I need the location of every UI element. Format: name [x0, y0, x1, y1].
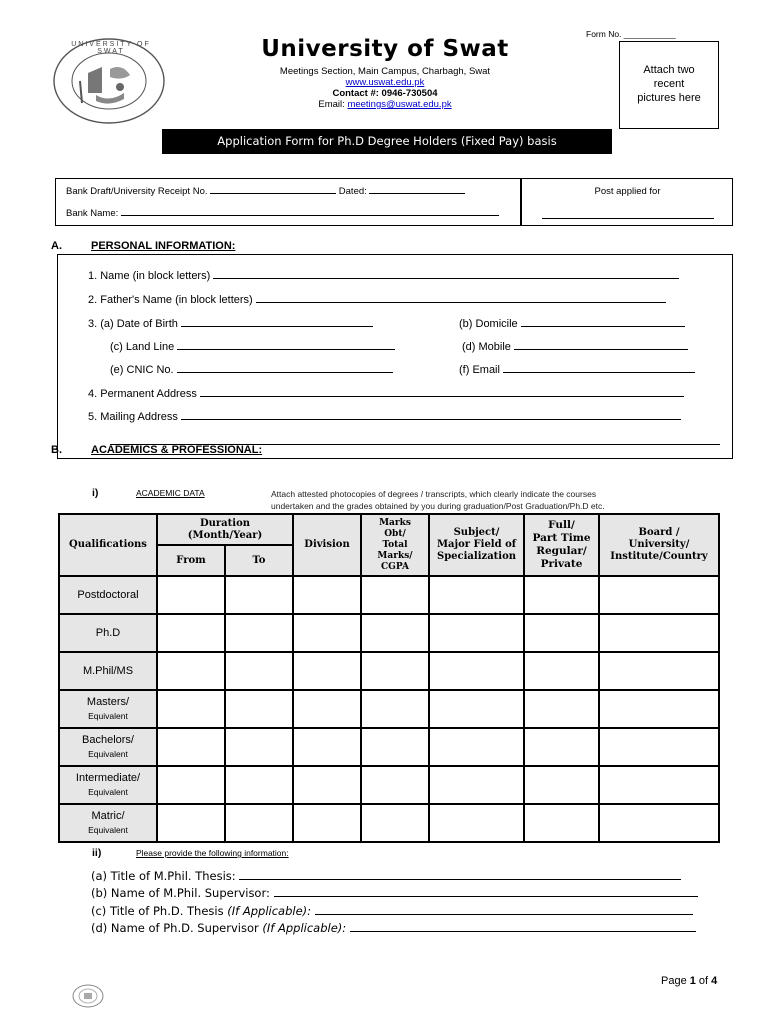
land-line-label: (c) Land Line	[110, 341, 175, 353]
cell-to[interactable]	[225, 614, 293, 652]
table-row	[59, 766, 719, 804]
table-row	[59, 804, 719, 842]
receipt-field	[66, 186, 465, 197]
section-a-title: PERSONAL INFORMATION:	[91, 240, 236, 252]
header-marks-line: Marks	[379, 517, 411, 528]
cell-board[interactable]	[599, 766, 719, 804]
cell-board[interactable]	[599, 804, 719, 842]
subsection-ii: ii)	[92, 847, 102, 859]
email-field-label: (f) Email	[459, 364, 500, 376]
field-father-name	[88, 294, 666, 306]
cell-full-part-time[interactable]	[524, 652, 599, 690]
name-label: 1. Name (in block letters)	[88, 270, 211, 282]
website-link[interactable]: www.uswat.edu.pk	[345, 77, 425, 88]
cell-to[interactable]	[225, 766, 293, 804]
email-label: Email:	[318, 99, 348, 110]
field-land-line	[110, 341, 395, 353]
header-marks-line: Marks/	[377, 550, 413, 561]
father-name-label: 2. Father's Name (in block letters)	[88, 294, 253, 306]
cell-board[interactable]	[599, 614, 719, 652]
header-marks-line: CGPA	[381, 561, 409, 572]
header-marks-line: Total	[382, 539, 408, 550]
photo-line-2: recent	[653, 78, 685, 90]
mobile-input[interactable]	[514, 348, 688, 350]
table-row	[59, 690, 719, 728]
mphil-supervisor-label: (b) Name of M.Phil. Supervisor:	[91, 886, 270, 900]
land-line-input[interactable]	[177, 348, 395, 350]
table-row	[59, 652, 719, 690]
section-a-letter: A.	[51, 240, 62, 252]
header-subject-line: Specialization	[436, 551, 517, 562]
cell-marks[interactable]	[361, 576, 429, 614]
personal-info-box	[57, 254, 733, 459]
header-full-line: Part Time	[532, 532, 591, 544]
email-link[interactable]: meetings@uswat.edu.pk	[347, 99, 452, 110]
mphil-supervisor-field	[91, 886, 698, 900]
cell-from[interactable]	[157, 804, 225, 842]
mphil-thesis-label: (a) Title of M.Phil. Thesis:	[91, 869, 236, 883]
cell-to[interactable]	[225, 728, 293, 766]
mailing-address-input[interactable]	[181, 418, 681, 420]
header-duration-line-1: Duration	[199, 517, 251, 529]
cell-board[interactable]	[599, 652, 719, 690]
field-cnic	[110, 364, 393, 376]
cell-division[interactable]	[293, 690, 361, 728]
form-number: Form No. ___________	[586, 29, 676, 39]
header-subject	[429, 514, 524, 576]
cell-full-part-time[interactable]	[524, 576, 599, 614]
header-full-part-time	[524, 514, 599, 576]
cell-subject[interactable]	[429, 614, 524, 652]
row-qualification-label	[59, 804, 157, 842]
university-title: University of Swat	[261, 36, 509, 62]
header-full-line: Regular/	[536, 545, 587, 557]
bank-name-label: Bank Name:	[66, 208, 119, 219]
cell-subject[interactable]	[429, 690, 524, 728]
cell-subject[interactable]	[429, 576, 524, 614]
footer-seal-icon	[72, 984, 104, 1008]
cell-full-part-time[interactable]	[524, 614, 599, 652]
row-qualification-label	[59, 690, 157, 728]
cnic-label: (e) CNIC No.	[110, 364, 174, 376]
phd-thesis-if-applicable: (If Applicable):	[227, 904, 312, 918]
field-email	[459, 364, 695, 376]
photo-box	[619, 41, 719, 129]
table-row	[59, 614, 719, 652]
form-title-banner: Application Form for Ph.D Degree Holders (Fixed Pay) basis	[162, 129, 612, 154]
permanent-address-label: 4. Permanent Address	[88, 388, 197, 400]
phd-thesis-field	[91, 904, 693, 918]
cell-subject[interactable]	[429, 804, 524, 842]
name-input[interactable]	[213, 277, 679, 279]
header-board-line: Institute/Country	[610, 551, 708, 562]
cell-from[interactable]	[157, 690, 225, 728]
qualification-name: Masters/	[86, 696, 130, 708]
cell-subject[interactable]	[429, 728, 524, 766]
cell-division[interactable]	[293, 652, 361, 690]
cell-marks[interactable]	[361, 804, 429, 842]
header-from: From	[157, 545, 225, 576]
qualification-name: Bachelors/	[82, 734, 134, 746]
cell-to[interactable]	[225, 652, 293, 690]
cell-subject[interactable]	[429, 652, 524, 690]
row-qualification-label	[59, 614, 157, 652]
cell-marks[interactable]	[361, 614, 429, 652]
receipt-label: Bank Draft/University Receipt No.	[66, 186, 208, 197]
dated-label: Dated:	[338, 186, 367, 197]
mphil-supervisor-input[interactable]	[274, 895, 698, 897]
qualification-name: Ph.D	[95, 627, 121, 639]
page-total: 4	[711, 975, 718, 987]
cell-division[interactable]	[293, 804, 361, 842]
academic-data-label: ACADEMIC DATA	[136, 488, 205, 498]
qualification-name: Postdoctoral	[77, 589, 139, 601]
qualification-equivalent: Equivalent	[88, 711, 128, 721]
row-qualification-label	[59, 728, 157, 766]
qualification-equivalent: Equivalent	[88, 749, 128, 759]
attach-note-line-1: Attach attested photocopies of degrees / transcripts, which clearly indicate the courses	[271, 489, 597, 499]
page-of: of	[695, 975, 712, 987]
header-duration	[157, 514, 293, 545]
photo-line-3: pictures here	[637, 92, 701, 104]
row-qualification-label	[59, 652, 157, 690]
header-board-line: University/	[628, 539, 690, 550]
father-name-input[interactable]	[256, 301, 666, 303]
header-qualifications: Qualifications	[59, 514, 157, 576]
attach-note	[271, 488, 605, 512]
receipt-input[interactable]	[210, 192, 336, 194]
domicile-input[interactable]	[521, 325, 685, 327]
table-row	[59, 728, 719, 766]
bank-name-input[interactable]	[121, 214, 499, 216]
contact-number: Contact #: 0946-730504	[332, 88, 438, 99]
field-date-of-birth	[88, 318, 373, 330]
cell-marks[interactable]	[361, 652, 429, 690]
academic-data-table	[58, 513, 720, 843]
cell-to[interactable]	[225, 690, 293, 728]
mailing-address-label: 5. Mailing Address	[88, 411, 178, 423]
phd-supervisor-field	[91, 921, 696, 935]
phd-thesis-input[interactable]	[315, 913, 693, 915]
header-division: Division	[293, 514, 361, 576]
provide-info-label: Please provide the following information:	[136, 848, 289, 858]
dob-input[interactable]	[181, 325, 373, 327]
cell-subject[interactable]	[429, 766, 524, 804]
cell-from[interactable]	[157, 652, 225, 690]
cell-board[interactable]	[599, 576, 719, 614]
cell-division[interactable]	[293, 576, 361, 614]
qualification-name: Matric/	[91, 810, 125, 822]
cell-board[interactable]	[599, 728, 719, 766]
cell-to[interactable]	[225, 576, 293, 614]
row-qualification-label	[59, 576, 157, 614]
header-full-line: Private	[540, 558, 583, 570]
phd-supervisor-if-applicable: (If Applicable):	[262, 921, 347, 935]
logo-lettering: UNIVERSITY OF SWAT	[71, 41, 151, 55]
phd-supervisor-input[interactable]	[350, 930, 696, 932]
header-to: To	[225, 545, 293, 576]
phd-supervisor-label: (d) Name of Ph.D. Supervisor	[91, 921, 263, 935]
header-full-line: Full/	[548, 519, 575, 531]
post-applied-input[interactable]	[542, 217, 714, 219]
cell-division[interactable]	[293, 614, 361, 652]
cell-division[interactable]	[293, 766, 361, 804]
page-current: 1	[689, 975, 696, 987]
cell-from[interactable]	[157, 728, 225, 766]
attach-note-line-2: undertaken and the grades obtained by you during graduation/Post Graduation/Ph.D etc.	[271, 501, 605, 511]
subsection-i: i)	[92, 487, 99, 499]
header-marks	[361, 514, 429, 576]
cell-board[interactable]	[599, 690, 719, 728]
cell-full-part-time[interactable]	[524, 728, 599, 766]
qualification-name: Intermediate/	[75, 772, 141, 784]
cnic-input[interactable]	[177, 371, 393, 373]
field-mobile	[462, 341, 688, 353]
qualification-equivalent: Equivalent	[88, 787, 128, 797]
page-number	[661, 975, 717, 987]
qualification-name: M.Phil/MS	[82, 665, 134, 677]
section-b-title: ACADEMICS & PROFESSIONAL:	[91, 444, 263, 456]
photo-line-1: Attach two	[643, 64, 695, 76]
header-subject-line: Subject/	[453, 527, 500, 538]
cell-full-part-time[interactable]	[524, 690, 599, 728]
meetings-section-address: Meetings Section, Main Campus, Charbagh, Swat	[279, 66, 491, 77]
mobile-label: (d) Mobile	[462, 341, 511, 353]
cell-from[interactable]	[157, 766, 225, 804]
mphil-thesis-field	[91, 869, 681, 883]
dated-input[interactable]	[369, 192, 465, 194]
field-domicile	[459, 318, 685, 330]
mphil-thesis-input[interactable]	[239, 878, 681, 880]
header-board-line: Board /	[638, 527, 680, 538]
header-board	[599, 514, 719, 576]
cell-full-part-time[interactable]	[524, 804, 599, 842]
cell-from[interactable]	[157, 576, 225, 614]
page-prefix: Page	[661, 975, 690, 987]
domicile-label: (b) Domicile	[459, 318, 518, 330]
email-input[interactable]	[503, 371, 695, 373]
field-name	[88, 270, 679, 282]
row-qualification-label	[59, 766, 157, 804]
post-applied-label: Post applied for	[594, 186, 661, 197]
field-permanent-address	[88, 388, 684, 400]
header-marks-line: Obt/	[384, 528, 406, 539]
field-mailing-address	[88, 411, 681, 423]
cell-to[interactable]	[225, 804, 293, 842]
cell-marks[interactable]	[361, 728, 429, 766]
dob-label: 3. (a) Date of Birth	[88, 318, 178, 330]
bank-name-field	[66, 208, 499, 219]
cell-marks[interactable]	[361, 690, 429, 728]
cell-from[interactable]	[157, 614, 225, 652]
header-duration-line-2: (Month/Year)	[187, 529, 263, 541]
qualification-equivalent: Equivalent	[88, 825, 128, 835]
cell-marks[interactable]	[361, 766, 429, 804]
cell-full-part-time[interactable]	[524, 766, 599, 804]
section-b-letter: B.	[51, 444, 62, 456]
header-subject-line: Major Field of	[436, 539, 517, 550]
phd-thesis-label: (c) Title of Ph.D. Thesis	[91, 904, 228, 918]
table-row	[59, 576, 719, 614]
cell-division[interactable]	[293, 728, 361, 766]
permanent-address-input[interactable]	[200, 395, 684, 397]
